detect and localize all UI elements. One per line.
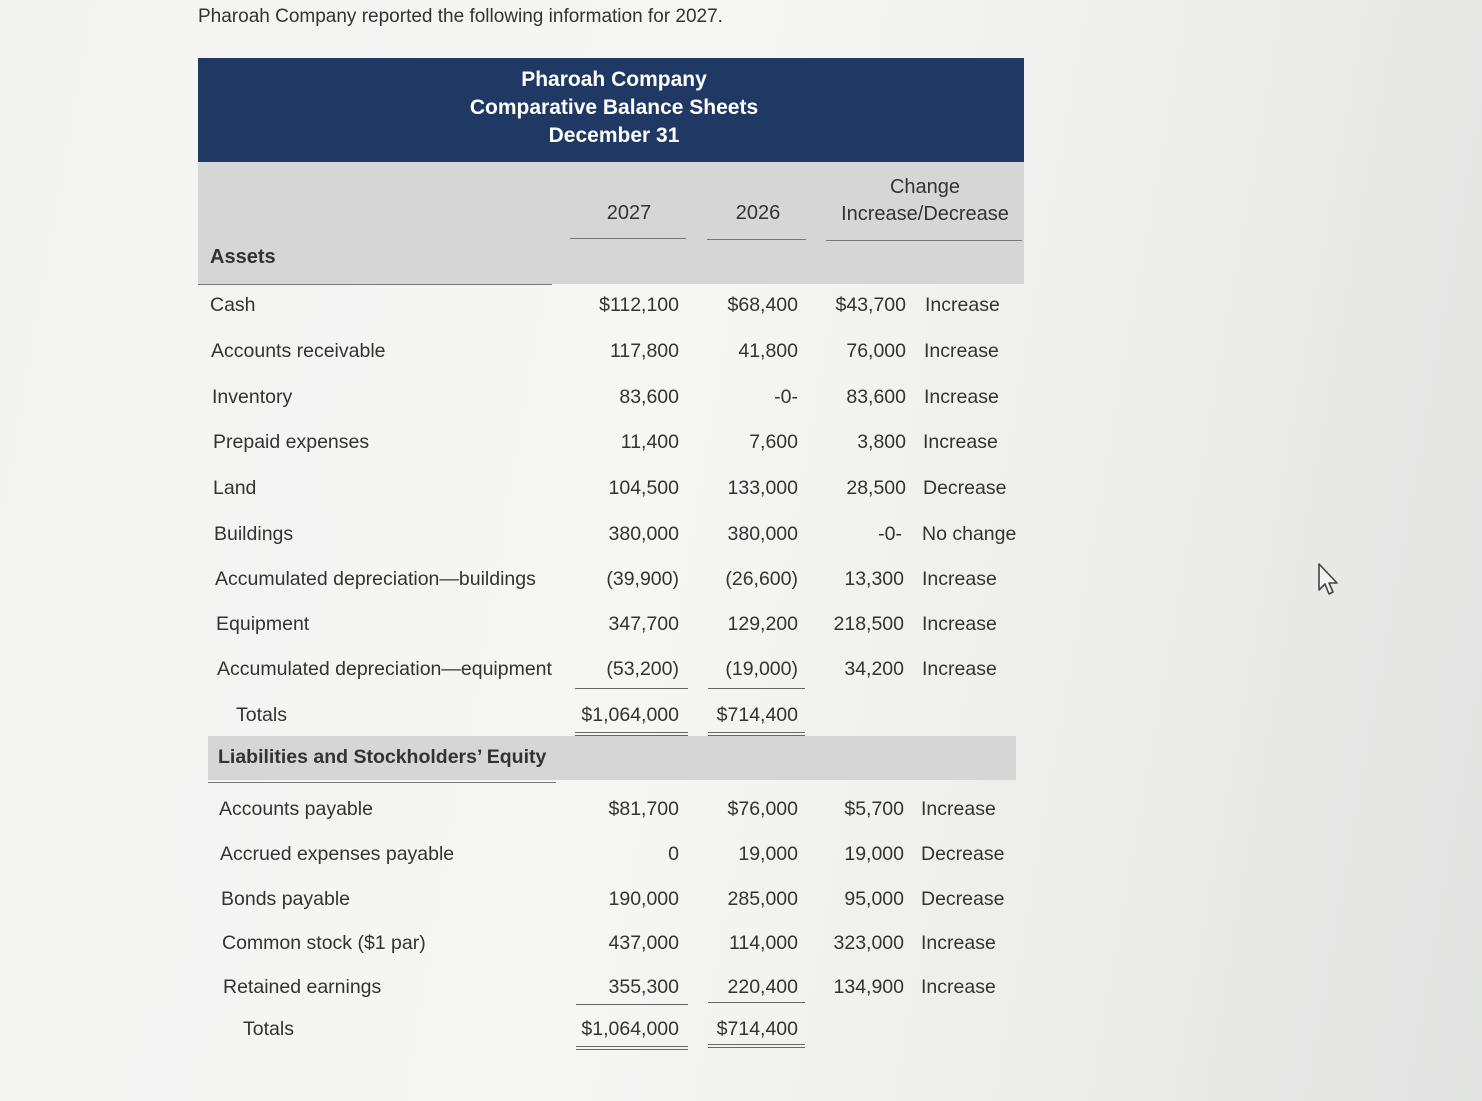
row-label: Buildings xyxy=(214,523,294,545)
total-double-rule-2027 xyxy=(576,1046,688,1050)
value-2027: (39,900) xyxy=(606,568,679,590)
value-change: 95,000 xyxy=(844,888,904,910)
row-label: Accumulated depreciation—buildings xyxy=(215,568,536,590)
row-label: Retained earnings xyxy=(223,976,382,998)
underline-2027 xyxy=(570,238,686,239)
value-change: 19,000 xyxy=(844,843,904,865)
row-label: Common stock ($1 par) xyxy=(222,932,426,954)
company-name: Pharoah Company xyxy=(521,68,707,91)
table-row xyxy=(198,284,1024,330)
table-row xyxy=(198,603,1024,649)
statement-date: December 31 xyxy=(548,124,680,147)
value-change: 323,000 xyxy=(833,932,904,954)
value-change: $43,700 xyxy=(835,294,906,316)
table-row xyxy=(198,966,1024,1012)
value-change: -0- xyxy=(878,523,902,545)
value-2026: $68,400 xyxy=(727,294,798,316)
change-direction: Increase xyxy=(925,294,1000,316)
row-label: Cash xyxy=(210,294,256,316)
table-row xyxy=(198,513,1024,559)
value-change: 13,300 xyxy=(844,568,904,590)
table-row xyxy=(198,421,1024,467)
total-2026: $714,400 xyxy=(716,1018,798,1040)
value-change: 134,900 xyxy=(833,976,904,998)
change-direction: Increase xyxy=(924,386,999,408)
subtotal-rule-2027 xyxy=(576,1004,688,1005)
table-row xyxy=(198,878,1024,924)
value-2027: $112,100 xyxy=(599,294,679,316)
statement-name: Comparative Balance Sheets xyxy=(469,96,759,119)
total-2026: $714,400 xyxy=(716,704,798,726)
balance-sheet xyxy=(198,58,1024,1040)
change-direction: Increase xyxy=(922,568,997,590)
liabilities-header-bar xyxy=(208,736,1016,780)
value-2026: 133,000 xyxy=(727,477,798,499)
underline-2026 xyxy=(707,239,806,240)
value-2026: 19,000 xyxy=(738,843,798,865)
change-direction: No change xyxy=(922,523,1017,545)
change-direction: Increase xyxy=(923,431,998,453)
total-2027: $1,064,000 xyxy=(581,704,679,726)
subtotal-rule-2026 xyxy=(708,1002,805,1003)
row-label: Accrued expenses payable xyxy=(220,843,455,865)
row-label: Bonds payable xyxy=(221,888,351,910)
value-2026: 7,600 xyxy=(749,431,798,453)
table-row xyxy=(198,330,1024,376)
change-direction: Increase xyxy=(921,798,996,820)
value-2026: 114,000 xyxy=(728,932,798,954)
table-row xyxy=(198,558,1024,604)
column-change-subtitle: Increase/Decrease xyxy=(841,203,1009,225)
total-2027: $1,064,000 xyxy=(581,1018,679,1040)
change-direction: Increase xyxy=(921,932,996,954)
value-2026: (19,000) xyxy=(725,658,798,680)
value-change: 83,600 xyxy=(846,386,906,408)
value-2026: -0- xyxy=(774,386,798,408)
title-bar xyxy=(198,58,1024,162)
table-row xyxy=(198,922,1024,968)
totals-label: Totals xyxy=(236,704,287,726)
value-change: $5,700 xyxy=(844,798,904,820)
subtotal-rule-2026 xyxy=(708,688,805,689)
row-label: Equipment xyxy=(216,613,310,635)
value-2027: 117,800 xyxy=(609,340,679,362)
assets-heading: Assets xyxy=(210,246,276,268)
value-2026: 285,000 xyxy=(727,888,798,910)
value-change: 28,500 xyxy=(846,477,906,499)
value-2026: $76,000 xyxy=(727,798,798,820)
row-label: Accumulated depreciation—equipment xyxy=(217,658,552,680)
change-direction: Increase xyxy=(921,976,996,998)
value-2026: 380,000 xyxy=(727,523,798,545)
change-direction: Decrease xyxy=(921,843,1005,865)
table-row xyxy=(198,467,1024,513)
row-label: Land xyxy=(213,477,257,499)
underline-change xyxy=(826,240,1022,241)
value-2027: (53,200) xyxy=(606,658,679,680)
row-label: Accounts payable xyxy=(219,798,373,820)
totals-label: Totals xyxy=(243,1018,294,1040)
change-direction: Increase xyxy=(924,340,999,362)
value-change: 218,500 xyxy=(833,613,904,635)
table-row xyxy=(198,788,1024,834)
column-header xyxy=(198,162,1024,284)
column-change-title: Change xyxy=(889,176,961,198)
value-2027: 0 xyxy=(668,843,679,865)
column-2027: 2027 xyxy=(606,202,652,224)
row-label: Prepaid expenses xyxy=(213,431,370,453)
value-2027: 104,500 xyxy=(608,477,679,499)
value-change: 76,000 xyxy=(846,340,906,362)
value-2027: 190,000 xyxy=(608,888,679,910)
change-direction: Increase xyxy=(922,613,997,635)
row-label: Inventory xyxy=(212,386,293,408)
total-double-rule-2026 xyxy=(708,1044,805,1048)
value-change: 34,200 xyxy=(844,658,904,680)
change-direction: Decrease xyxy=(921,888,1005,910)
value-2027: 83,600 xyxy=(619,386,679,408)
change-direction: Increase xyxy=(922,658,997,680)
mouse-pointer-icon xyxy=(1316,562,1342,598)
table-row xyxy=(198,376,1024,422)
table-row xyxy=(198,833,1024,879)
value-2026: 41,800 xyxy=(738,340,798,362)
value-2027: $81,700 xyxy=(608,798,679,820)
liabilities-underline xyxy=(208,782,556,783)
value-2027: 11,400 xyxy=(620,431,679,453)
change-direction: Decrease xyxy=(923,477,1007,499)
value-2027: 380,000 xyxy=(608,523,679,545)
value-2026: 129,200 xyxy=(727,613,798,635)
column-2026: 2026 xyxy=(735,202,781,224)
subtotal-rule-2027 xyxy=(575,688,688,689)
row-label: Accounts receivable xyxy=(211,340,386,362)
intro-text: Pharoah Company reported the following information for 2027. xyxy=(198,6,723,27)
value-2027: 347,700 xyxy=(608,613,679,635)
value-2026: (26,600) xyxy=(725,568,798,590)
value-2027: 355,300 xyxy=(608,976,679,998)
value-change: 3,800 xyxy=(857,431,906,453)
value-2027: 437,000 xyxy=(608,932,679,954)
liabilities-heading: Liabilities and Stockholders’ Equity xyxy=(218,746,547,768)
value-2026: 220,400 xyxy=(727,976,798,998)
